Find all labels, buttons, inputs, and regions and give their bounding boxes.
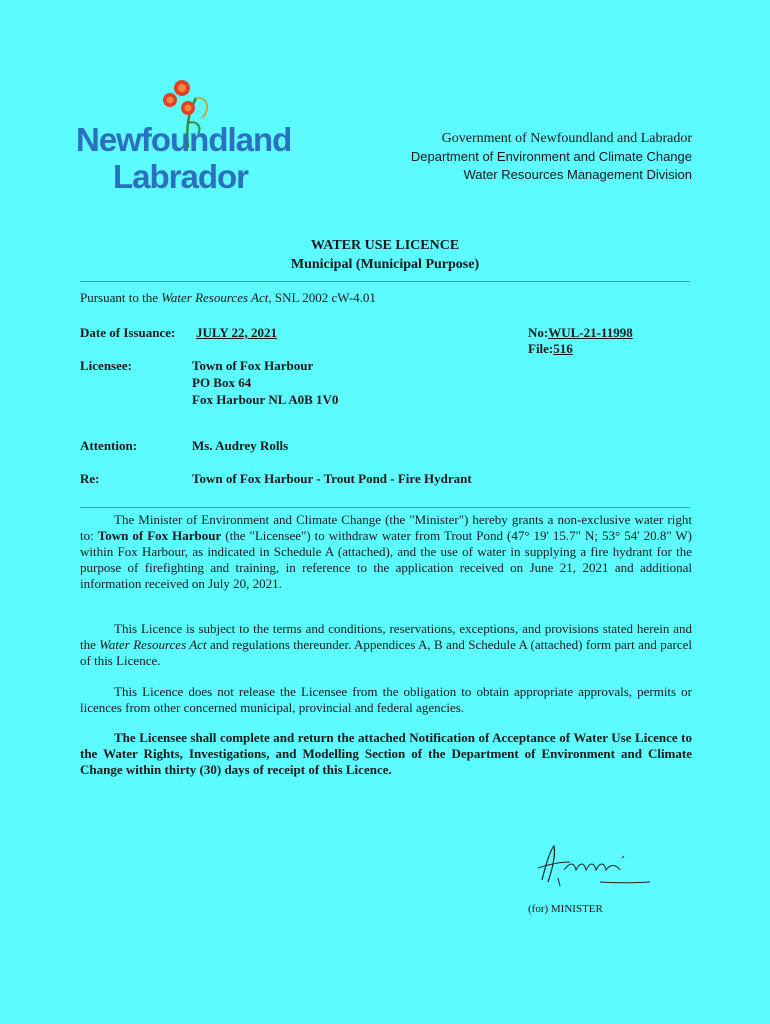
logo-text-labrador: Labrador — [113, 158, 249, 195]
government-header — [332, 130, 692, 184]
p1-text-b: (the "Licensee") to withdraw water from Trout Pond (47° 19' 15.7" N; 53° 54' 20.8" W) within Fox Harbour, as indicated in Schedule A (attached), and the use of water in supplying a fire hydrant for the purpose of firefighting and training, in reference to the application received on June 21, 2021 and additional information received on July 20, 2021. — [80, 528, 692, 591]
divider — [80, 507, 690, 508]
pursuant-suffix: , SNL 2002 cW-4.01 — [268, 290, 376, 305]
attention-value: Ms. Audrey Rolls — [192, 438, 289, 453]
attention-label: Attention: — [80, 438, 138, 453]
pursuant-act: Water Resources Act — [161, 290, 269, 305]
title-line-1: WATER USE LICENCE — [310, 238, 460, 253]
licensee-label: Licensee: — [80, 358, 132, 373]
licensee-po-box: PO Box 64 — [192, 375, 252, 390]
re-value: Town of Fox Harbour - Trout Pond - Fire Hydrant — [192, 471, 472, 486]
logo-text-newfoundland: Newfoundland — [76, 121, 292, 158]
government-name: Government of Newfoundland and Labrador — [441, 131, 692, 146]
division-name: Water Resources Management Division — [463, 167, 692, 182]
file-number — [528, 340, 573, 357]
paragraph-obligations: This Licence does not release the Licensee from the obligation to obtain appropriate approvals, permits or licences from other concerned municipal, provincial and federal agencies. — [80, 684, 692, 715]
p1-licensee: Town of Fox Harbour — [97, 528, 222, 543]
p2-text-a: This Licence is subject to the terms and conditions, reservations, exceptions, and provisions stated herein and the — [80, 621, 692, 652]
pursuant-prefix: Pursuant to the — [80, 290, 162, 305]
re-label: Re: — [80, 471, 100, 486]
paragraph-return-notice: The Licensee shall complete and return the attached Notification of Acceptance of Water Use Licence to the Water Rights, Investigations, and Modelling Section of the Department of Environment and Climate Change within thirty (30) days of receipt of this Licence. — [80, 730, 692, 777]
no-label: No: — [528, 325, 549, 340]
province-logo — [76, 80, 292, 200]
file-value: 516 — [553, 341, 573, 356]
licence-number — [528, 324, 633, 341]
signature-caption: (for) MINISTER — [528, 903, 603, 915]
licensee-address — [192, 357, 338, 408]
p1-text-a: The Minister of Environment and Climate Change (the "Minister") hereby grants a non-exclusive water right to: — [80, 512, 692, 543]
document-title — [0, 236, 770, 274]
paragraph-grant — [80, 512, 692, 592]
p2-act: Water Resources Act — [99, 637, 207, 652]
no-value: WUL-21-11998 — [548, 325, 633, 340]
pursuant-line — [80, 290, 376, 306]
title-line-2: Municipal (Municipal Purpose) — [290, 257, 480, 272]
licensee-name: Town of Fox Harbour — [192, 358, 314, 373]
divider — [80, 281, 690, 282]
minister-signature — [536, 840, 656, 888]
department-name: Department of Environment and Climate Change — [410, 149, 692, 164]
date-value: JULY 22, 2021 — [196, 325, 278, 340]
file-label: File: — [528, 341, 554, 356]
date-label: Date of Issuance: — [80, 325, 176, 340]
p2-text-b: and regulations thereunder. Appendices A, B and Schedule A (attached) form part and parcel of this Licence. — [80, 637, 692, 668]
licensee-city: Fox Harbour NL A0B 1V0 — [192, 392, 339, 407]
paragraph-terms — [80, 621, 692, 669]
